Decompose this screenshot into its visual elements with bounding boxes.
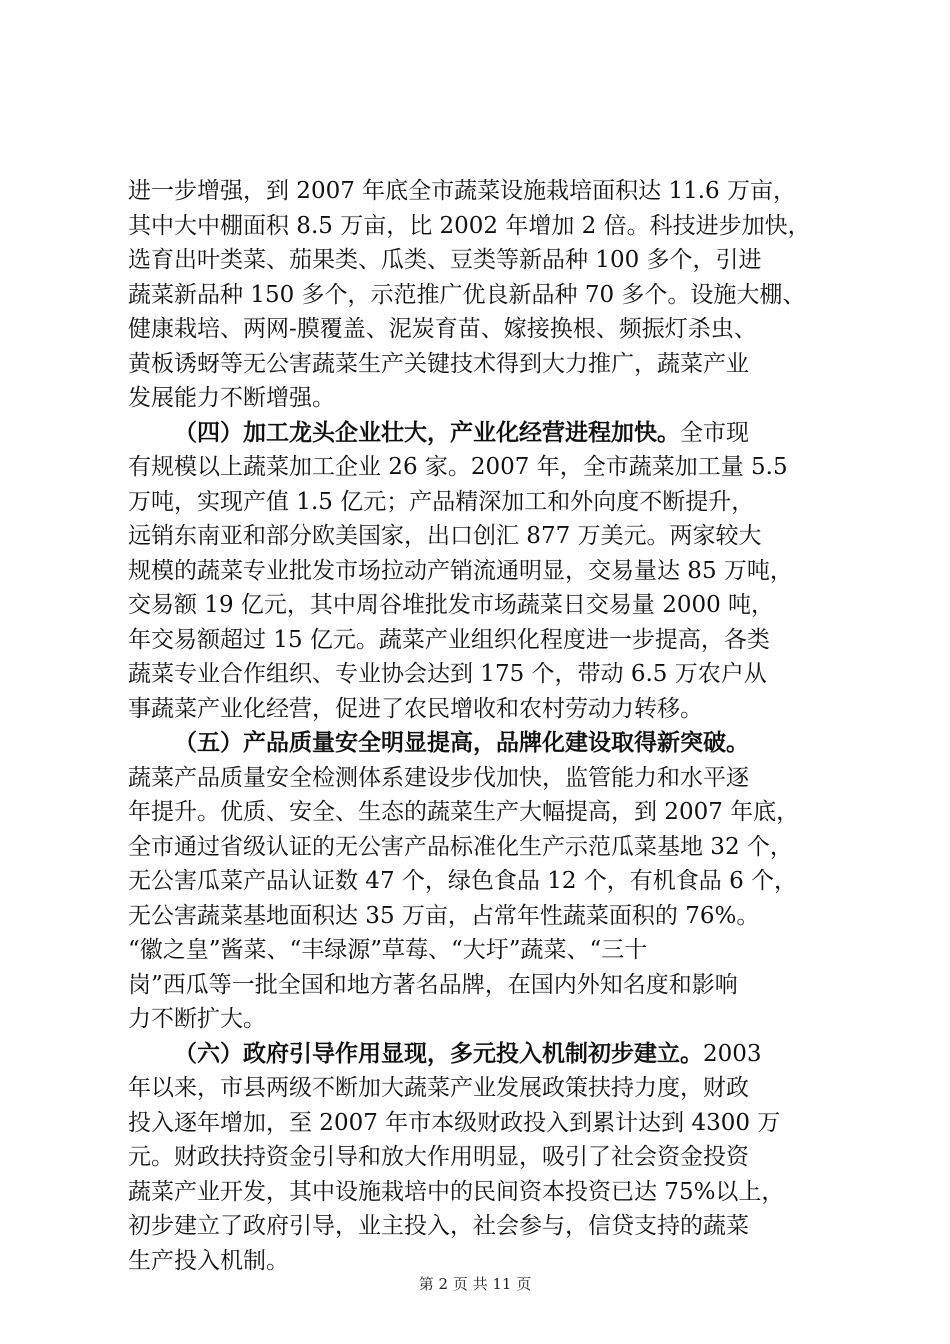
section-heading: （六）政府引导作用显现，多元投入机制初步建立。 bbox=[174, 1039, 703, 1067]
text-line: 发展能力不断增强。 bbox=[128, 385, 335, 411]
section-heading-continuation: 2003 bbox=[703, 1040, 762, 1067]
text-line: 年提升。优质、安全、生态的蔬菜生产大幅提高，到 2007 年底， bbox=[128, 799, 800, 825]
text-line: 其中大中棚面积 8.5 万亩，比 2002 年增加 2 倍。科技进步加快， bbox=[128, 212, 811, 239]
text-line: 健康栽培、两网-膜覆盖、泥炭育苗、嫁接换根、频振灯杀虫、 bbox=[128, 316, 757, 342]
text-line: 黄板诱蚜等无公害蔬菜生产关键技术得到大力推广，蔬菜产业 bbox=[128, 350, 749, 377]
text-line: 元。财政扶持资金引导和放大作用明显，吸引了社会资金投资 bbox=[128, 1144, 749, 1170]
text-line: 选育出叶类菜、茄果类、瓜类、豆类等新品种 100 多个，引进 bbox=[128, 247, 762, 273]
section-heading-line bbox=[128, 726, 828, 761]
section-heading-continuation: 全市现 bbox=[680, 419, 749, 446]
text-line: 远销东南亚和部分欧美国家，出口创汇 877 万美元。两家较大 bbox=[128, 523, 762, 549]
text-line: 无公害瓜菜产品认证数 47 个，绿色食品 12 个，有机食品 6 个， bbox=[128, 868, 798, 894]
text-line: “徽之皇”酱菜、“丰绿源”草莓、“大圩”蔬菜、“三十 bbox=[128, 937, 648, 963]
text-line: 万吨，实现产值 1.5 亿元；产品精深加工和外向度不断提升， bbox=[128, 488, 755, 515]
text-line: 蔬菜产品质量安全检测体系建设步伐加快，监管能力和水平逐 bbox=[128, 764, 749, 791]
text-line: 有规模以上蔬菜加工企业 26 家。2007 年，全市蔬菜加工量 5.5 bbox=[128, 454, 788, 480]
text-line: 事蔬菜产业化经营，促进了农民增收和农村劳动力转移。 bbox=[128, 695, 703, 722]
text-line: 进一步增强，到 2007 年底全市蔬菜设施栽培面积达 11.6 万亩， bbox=[128, 178, 796, 204]
text-line: 交易额 19 亿元，其中周谷堆批发市场蔬菜日交易量 2000 吨， bbox=[128, 592, 775, 618]
text-line: 蔬菜产业开发，其中设施栽培中的民间资本投资已达 75%以上， bbox=[128, 1178, 785, 1205]
text-line: 年交易额超过 15 亿元。蔬菜产业组织化程度进一步提高，各类 bbox=[128, 626, 770, 653]
section-heading-line bbox=[128, 416, 828, 451]
text-line: 无公害蔬菜基地面积达 35 万亩，占常年性蔬菜面积的 76%。 bbox=[128, 902, 760, 929]
text-line: 规模的蔬菜专业批发市场拉动产销流通明显，交易量达 85 万吨， bbox=[128, 557, 793, 584]
section-heading: （五）产品质量安全明显提高，品牌化建设取得新突破。 bbox=[174, 729, 749, 756]
text-line: 生产投入机制。 bbox=[128, 1247, 289, 1274]
text-line: 投入逐年增加，至 2007 年市本级财政投入到累计达到 4300 万 bbox=[128, 1109, 781, 1136]
page-footer: 第 2 页 共 11 页 bbox=[418, 1275, 532, 1293]
document-body bbox=[128, 174, 828, 1278]
text-line: 全市通过省级认证的无公害产品标准化生产示范瓜菜基地 32 个， bbox=[128, 833, 793, 860]
section-heading-line bbox=[128, 1037, 828, 1072]
text-line: 岗”西瓜等一批全国和地方著名品牌，在国内外知名度和影响 bbox=[128, 971, 738, 998]
text-line: 蔬菜新品种 150 多个，示范推广优良新品种 70 多个。设施大棚、 bbox=[128, 281, 806, 308]
text-line: 蔬菜专业合作组织、专业协会达到 175 个，带动 6.5 万农户从 bbox=[128, 661, 767, 687]
text-line: 力不断扩大。 bbox=[128, 1006, 266, 1032]
text-line: 年以来，市县两级不断加大蔬菜产业发展政策扶持力度，财政 bbox=[128, 1075, 749, 1101]
section-heading: （四）加工龙头企业壮大，产业化经营进程加快。 bbox=[174, 418, 680, 446]
text-line: 初步建立了政府引导，业主投入，社会参与，信贷支持的蔬菜 bbox=[128, 1213, 749, 1239]
